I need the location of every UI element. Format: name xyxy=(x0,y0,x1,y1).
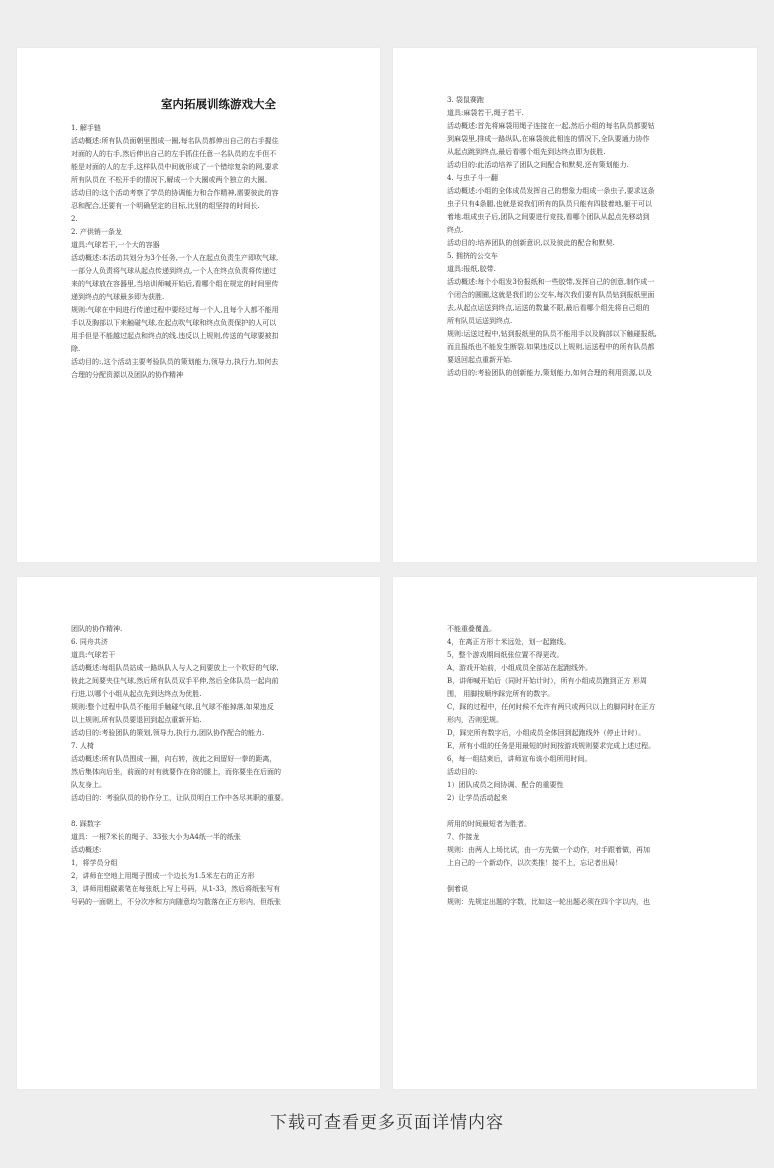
text-line: 然后集体向后坐，前面的对有就要作在你的腿上，而你要坐在后面的 xyxy=(71,768,281,776)
document-page-2 xyxy=(393,48,757,562)
text-line: 活动概述:本活动共划分为3个任务,一个人在起点负责生产即吹气球, xyxy=(71,254,279,262)
text-line: 虫子只有4条腿,也就是说我们所有的队员只能有四肢着地,躯干可以 xyxy=(447,200,652,208)
text-line: 2，讲师在空地上用绳子围成一个边长为1.5米左右的正方形 xyxy=(71,872,255,880)
text-line: 以上规则,所有队员要退回到起点重新开始. xyxy=(71,716,202,724)
text-line: 3. 袋鼠赛跑 xyxy=(447,96,484,104)
text-line: 活动概述:小组的全体成员发挥自己的想象力组成一条虫子,要求这条 xyxy=(447,187,655,195)
text-line: 活动概述:每组队员站成一路纵队人与人之间要放上一个吹好的气球, xyxy=(71,664,279,672)
text-line: 到麻袋里,排成一路纵队,在麻袋彼此相连的情况下,全队要通力协作 xyxy=(447,135,650,143)
text-line: 5. 拥挤的公交车 xyxy=(447,252,498,260)
text-line: 5，整个游戏期间纸张位置不得更改。 xyxy=(447,651,564,659)
document-page-4 xyxy=(393,577,757,1089)
text-line: 2. xyxy=(71,215,78,223)
text-line: E，所有小组的任务是用最短的时间按游戏规则要求完成上述过程。 xyxy=(447,742,656,750)
text-line: 不能重叠覆盖。 xyxy=(447,625,496,633)
text-line: 队友身上。 xyxy=(71,781,106,789)
text-line: 活动目的:考验团队的创新能力,策划能力,如何合理的利用资源,以及 xyxy=(447,369,653,377)
page-text xyxy=(447,623,743,909)
text-line: 7. 人椅 xyxy=(71,742,94,750)
text-line: D，踩完所有数字后，小组成员全体回到起跑线外（停止计时）。 xyxy=(447,729,646,737)
text-line: 活动目的:,这个活动主要考验队员的策划能力,领导力,执行力,如何去 xyxy=(71,358,279,366)
text-line: 活动目的:这个活动考察了学员的协调能力和合作精神,需要彼此的容 xyxy=(71,189,279,197)
page-text xyxy=(71,122,366,382)
text-line: 活动目的:此活动培养了团队之间配合和默契,还有策划能力. xyxy=(447,161,629,169)
text-line: 团队的协作精神. xyxy=(71,625,123,633)
text-line: 道具:气球若干,一个大的容器 xyxy=(71,241,160,249)
text-line: 规则:运送过程中,钻到报纸里的队员不能用手以及胸部以下触碰报纸, xyxy=(447,330,657,338)
text-line: 终点. xyxy=(447,226,464,234)
text-line: 倒着说 xyxy=(447,885,468,893)
text-line: 着地.组成虫子后,团队之间要进行竞技,看哪个团队从起点先移动到 xyxy=(447,213,650,221)
text-line: 4，在离正方形十米远处，划一起跑线。 xyxy=(447,638,571,646)
text-line: 规则:整个过程中队员不能用手触碰气球,且气球不能掉落,如果违反 xyxy=(71,703,274,711)
text-line: 除. xyxy=(71,345,81,353)
page-text xyxy=(447,94,743,380)
text-line: 活动概述:首先将麻袋用绳子连接在一起,然后小组的每名队员都要钻 xyxy=(447,122,655,130)
text-line: 号码的一面朝上，不分次序和方向随意均匀散落在正方形内，但纸张 xyxy=(71,898,281,906)
text-line: 递到终点的气球最多即为获胜. xyxy=(71,293,165,301)
text-line: 活动概述:每个小组发3份报纸和一些胶带,发挥自己的创意,制作成一 xyxy=(447,278,655,286)
text-line: 规则:气球在中间进行传递过程中要经过每一个人,且每个人都不能用 xyxy=(71,306,279,314)
text-line: 而且报纸也不能发生断裂.如果违反以上规则,运送程中的所有队员都 xyxy=(447,343,655,351)
document-page-3 xyxy=(17,577,380,1089)
text-line: 个闭合的圆圈,这就是我们的公交车,每次我们要有队员钻到报纸里面 xyxy=(447,291,655,299)
text-line: 1，将学员分组 xyxy=(71,859,118,867)
text-line: 规则：先规定出题的字数，比如这一轮出题必须在四个字以内，也 xyxy=(447,898,650,906)
text-line: 彼此之间要夹住气球,然后所有队员双手平伸,然后全体队员一起向前 xyxy=(71,677,279,685)
text-line: 道具：一根7米长的绳子、33张大小为A4纸一半的纸张 xyxy=(71,833,241,841)
text-line: C，踩的过程中，任何时候不允许有两只或两只以上的脚同时在正方 xyxy=(447,703,656,711)
text-line: 4. 与虫子斗一翻 xyxy=(447,174,498,182)
text-line: 7、作接龙 xyxy=(447,833,480,841)
text-line: 从起点跳到终点,最后看哪个组先到达终点即为获胜. xyxy=(447,148,606,156)
text-line xyxy=(71,805,366,818)
text-line: 行进,以哪个小组从起点先到达终点为优胜. xyxy=(71,690,202,698)
text-line: 3，讲师用粗碳素笔在每张纸上写上号码，从1-33，然后将纸张写有 xyxy=(71,885,281,893)
text-line: 活动概述: xyxy=(71,846,102,854)
text-line: 活动概述:所有队员围成一圈，向右转，彼此之间留好一拳的距离， xyxy=(71,755,277,763)
text-line: 1）团队成员之间协调、配合的重要性 xyxy=(447,781,564,789)
text-line xyxy=(447,805,743,818)
text-line: 形内，否则犯规。 xyxy=(447,716,503,724)
text-line: 所用的时间最短者为胜者。 xyxy=(447,820,531,828)
text-line xyxy=(447,870,743,883)
text-line: 所有队员在 不松开手的情况下,解成一个大圈或两个独立的大圈。 xyxy=(71,176,272,184)
text-line: 合理的分配资源以及团队的协作精神 xyxy=(71,371,183,379)
text-line: 上自己的一个新动作，以次类推！接不上，忘记者出局！ xyxy=(447,859,622,867)
text-line: A，游戏开始前，小组成员全部站在起跑线外。 xyxy=(447,664,593,672)
text-line: 活动目的：考验队员的协作分工，让队员明白工作中各尽其职的重要。 xyxy=(71,794,288,802)
text-line: 用手但是不能越过起点和终点的线.违反以上规则,传送的气球要被扣 xyxy=(71,332,279,340)
text-line: 能是对面的人的左手,这样队员中间就形成了一个错综复杂的网,要求 xyxy=(71,163,279,171)
download-more-caption[interactable]: 下载可查看更多页面详情内容 xyxy=(270,1113,504,1133)
text-line: 要返回起点重新开始. xyxy=(447,356,513,364)
text-line: 活动目的:考验团队的策划,领导力,执行力,团队协作配合的能力. xyxy=(71,729,265,737)
text-line: 道具:气球若干 xyxy=(71,651,116,659)
text-line: 8. 踩数字 xyxy=(71,820,101,828)
text-line: B，讲师喊开始后（同时开始计时），所有小组成员跑到正方 形周 xyxy=(447,677,647,685)
text-line: 6. 同舟共济 xyxy=(71,638,108,646)
text-line: 道具:报纸,胶带. xyxy=(447,265,496,273)
text-line: 道具:麻袋若干,绳子若干. xyxy=(447,109,524,117)
text-line: 2）让学员活动起来 xyxy=(447,794,508,802)
text-line: 围， 用脚按顺序踩完所有的数字。 xyxy=(447,690,555,698)
text-line: 忍和配合,还要有一个明确坚定的目标,比别的组坚持的时间长. xyxy=(71,202,260,210)
text-line: 来的气球放在容器里,当培训师喊开始后,看哪个组在规定的时间里传 xyxy=(71,280,279,288)
text-line: 活动目的: xyxy=(447,768,478,776)
text-line: 对面的人的右手,然后伸出自己的左手抓住任意一名队员的左手但不 xyxy=(71,150,277,158)
text-line: 活动概述:所有队员面朝里围成一圈,每名队员都伸出自己的右手握住 xyxy=(71,137,279,145)
text-line: 一部分人负责将气球从起点传递到终点,一个人在终点负责将传递过 xyxy=(71,267,277,275)
text-line: 活动目的:培养团队的创新意识,以及彼此的配合和默契. xyxy=(447,239,615,247)
document-title: 室内拓展训练游戏大全 xyxy=(161,97,276,111)
text-line: 6，每一组结束后，讲师宣布该小组所用时间。 xyxy=(447,755,592,763)
document-page-1 xyxy=(17,48,380,562)
text-line: 1. 解手链 xyxy=(71,124,101,132)
text-line: 所有队员运送到终点. xyxy=(447,317,513,325)
text-line: 2. 产供销一条龙 xyxy=(71,228,122,236)
text-line: 规则：由两人上场比试，由一方先做一个动作，对手跟着做，再加 xyxy=(447,846,650,854)
text-line: 手以及胸部以下来触碰气球,在起点吹气球和终点负责保护的人可以 xyxy=(71,319,277,327)
page-text xyxy=(71,623,366,909)
text-line: 去,从起点运送到终点,运送的数量不限,最后看哪个组先将自己组的 xyxy=(447,304,650,312)
